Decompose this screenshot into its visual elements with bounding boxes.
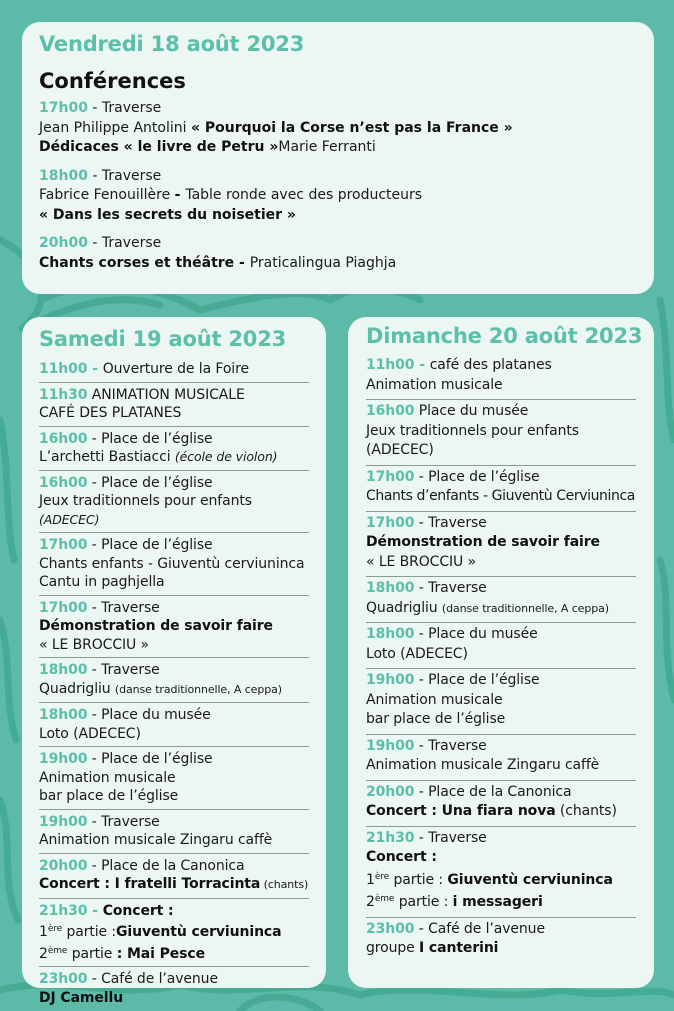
entry-detail: (ADECEC) — [366, 442, 434, 458]
entry-time: 21h30 — [366, 829, 415, 846]
schedule-entry — [39, 658, 309, 703]
schedule-entry — [366, 577, 636, 623]
schedule-entry — [366, 735, 636, 781]
entry-place: - Place de l’église — [414, 672, 540, 688]
entry-place: - Traverse — [87, 662, 160, 678]
entry-place: Place du musée — [414, 403, 529, 419]
performer: : Mai Pesce — [116, 945, 205, 962]
entry-place: café des platanes — [429, 357, 552, 373]
entry-time: 20h00 — [39, 235, 88, 251]
entry-note: (danse traditionnelle, A ceppa) — [114, 682, 282, 696]
dash: - — [87, 361, 103, 377]
entry-time: 17h00 — [366, 468, 415, 485]
entry-detail: bar place de l’église — [366, 711, 506, 727]
schedule-entry — [366, 466, 636, 512]
entry-time: 19h00 — [366, 737, 415, 754]
entry-time: 21h30 — [39, 902, 88, 919]
entry-place: - Place de l’église — [87, 474, 213, 491]
entry-detail: groupe — [366, 940, 420, 956]
entry-detail: « LE BROCCIU » — [366, 553, 477, 570]
schedule-entry — [39, 854, 309, 899]
entry-note: (danse traditionnelle, A ceppa) — [441, 601, 609, 615]
schedule-entry — [39, 533, 309, 596]
entry-time: 18h00 — [39, 707, 88, 723]
entry-time: 16h00 — [39, 430, 88, 447]
entry-detail: Chants enfants - Giuventù cerviuninca — [39, 555, 305, 572]
schedule-entry — [39, 703, 309, 747]
entry-time: 17h00 — [39, 599, 88, 616]
entry-place: - Place de la Canonica — [87, 857, 245, 874]
performer: Giuventù cerviuninca — [116, 924, 282, 940]
schedule-entry — [39, 471, 309, 534]
entry-time: 19h00 — [39, 813, 88, 830]
separator-dash: - — [174, 187, 186, 203]
saturday-title: Samedi 19 août 2023 — [39, 327, 287, 351]
event-title: Chants corses et théâtre - — [39, 254, 250, 271]
entry-detail: « LE BROCCIU » — [39, 636, 150, 653]
entry-time: 11h00 — [39, 361, 88, 377]
entry-place: - Traverse — [414, 514, 487, 531]
schedule-entry — [366, 781, 636, 827]
entry-title: Concert : I fratelli Torracinta — [39, 876, 261, 892]
schedule-entry — [39, 357, 309, 383]
entry-time: 20h00 — [39, 857, 88, 874]
part-ordinal: ème — [374, 894, 395, 904]
entry-detail: Cantu in paghjella — [39, 574, 165, 590]
part-number: 1 — [366, 871, 375, 888]
entry-place: - Café de l’avenue — [414, 920, 545, 937]
entry-detail: Animation musicale — [39, 769, 176, 786]
conference-entry — [39, 234, 637, 273]
part-ordinal: ème — [47, 945, 68, 956]
schedule-entry — [366, 354, 636, 400]
schedule-entry — [366, 827, 636, 918]
entry-detail: Animation musicale Zingaru caffè — [39, 832, 273, 848]
schedule-entry — [366, 669, 636, 735]
schedule-entry — [39, 899, 309, 968]
entry-text: Ouverture de la Foire — [102, 361, 249, 377]
entry-place: - Traverse — [414, 829, 487, 846]
entry-place: - Café de l’avenue — [87, 971, 218, 987]
schedule-entry — [366, 918, 636, 963]
entry-time: 20h00 — [366, 783, 415, 800]
entry-time: 18h00 — [366, 580, 415, 596]
entry-detail: Chants d’enfants - Giuventù Cerviuninca — [366, 488, 635, 504]
talk-description: Table ronde avec des producteurs — [185, 187, 423, 203]
entry-detail: L’archetti Bastiacci — [39, 449, 175, 465]
entry-place: - Place de l’église — [414, 468, 540, 485]
entry-time: 19h00 — [39, 751, 88, 767]
schedule-entry — [366, 400, 636, 466]
entry-title: Démonstration de savoir faire — [39, 618, 273, 634]
saturday-schedule — [39, 357, 309, 1010]
part-label: partie : — [389, 871, 448, 888]
entry-place: - Place de l’église — [87, 430, 213, 447]
part-label: partie : — [62, 924, 117, 940]
entry-place: - Place de l’église — [87, 537, 213, 553]
entry-time: 16h00 — [366, 403, 415, 419]
dash: - — [87, 902, 103, 919]
entry-detail: Jeux traditionnels pour enfants — [39, 493, 252, 509]
entry-title: Concert : — [366, 849, 437, 865]
performer: DJ Camellu — [39, 989, 124, 1006]
entry-detail: Loto (ADECEC) — [39, 725, 141, 742]
entry-detail: Quadrigliu — [39, 680, 115, 697]
schedule-entry — [39, 596, 309, 659]
entry-place: - Place du musée — [87, 707, 211, 723]
friday-card — [22, 22, 654, 294]
schedule-entry — [366, 512, 636, 578]
entry-time: 23h00 — [39, 971, 88, 987]
entry-detail: Animation musicale — [366, 376, 503, 393]
part-number: 1 — [39, 924, 48, 940]
entry-title: Démonstration de savoir faire — [366, 534, 600, 550]
sunday-card — [348, 317, 654, 988]
entry-place: - Traverse — [414, 580, 487, 596]
entry-detail: Animation musicale Zingaru caffè — [366, 757, 600, 773]
entry-time: 18h00 — [366, 626, 415, 642]
entry-time: 11h30 — [39, 386, 88, 403]
conferences-heading: Conférences — [39, 69, 186, 93]
entry-detail: bar place de l’église — [39, 788, 179, 804]
entry-detail: CAFÉ DES PLATANES — [39, 405, 182, 421]
entry-time: 17h00 — [39, 537, 88, 553]
entry-place: - Place de la Canonica — [414, 783, 572, 800]
talk-title: « Pourquoi la Corse n’est pas la France » — [190, 119, 513, 136]
entry-detail: Jeux traditionnels pour enfants — [366, 422, 579, 439]
entry-note: (école de violon) — [174, 449, 278, 464]
entry-time: 17h00 — [39, 100, 88, 116]
schedule-entry — [39, 747, 309, 810]
entry-place: - Traverse — [414, 737, 487, 754]
entry-time: 16h00 — [39, 474, 88, 491]
schedule-entry — [39, 967, 309, 1010]
performer: Praticalingua Piaghja — [249, 254, 397, 271]
entry-place: - Traverse — [87, 235, 162, 251]
entry-place: - Traverse — [87, 100, 162, 116]
entry-note: (chants) — [555, 803, 617, 819]
entry-place: - Traverse — [87, 599, 160, 616]
friday-title: Vendredi 18 août 2023 — [39, 32, 305, 56]
part-ordinal: ère — [47, 924, 63, 934]
sunday-schedule — [366, 354, 636, 963]
conference-entry — [39, 167, 637, 226]
entry-time: 23h00 — [366, 920, 415, 937]
talk-title: « Dans les secrets du noisetier » — [39, 206, 296, 223]
entry-place: - Traverse — [87, 167, 162, 184]
entry-time: 18h00 — [39, 167, 88, 184]
entry-place: - Place de l’église — [87, 751, 213, 767]
author: Marie Ferranti — [278, 139, 376, 155]
dedication: Dédicaces « le livre de Petru » — [39, 139, 279, 155]
performer: i messageri — [452, 894, 543, 910]
sunday-title: Dimanche 20 août 2023 — [366, 324, 643, 348]
entry-place: ANIMATION MUSICALE — [87, 386, 245, 403]
part-ordinal: ère — [374, 871, 390, 882]
part-number: 2 — [39, 945, 48, 962]
saturday-card — [22, 317, 326, 1006]
dash: - — [414, 357, 430, 373]
entry-time: 19h00 — [366, 672, 415, 688]
schedule-entry — [39, 810, 309, 854]
part-number: 2 — [366, 894, 375, 910]
entry-time: 11h00 — [366, 357, 415, 373]
entry-title: Concert : — [102, 902, 174, 919]
performer: I canterini — [419, 940, 499, 956]
entry-place: - Place du musée — [414, 626, 538, 642]
schedule-entry — [366, 623, 636, 669]
entry-note: (chants) — [260, 878, 309, 891]
entry-note: (ADECEC) — [39, 511, 100, 527]
entry-time: 18h00 — [39, 662, 88, 678]
schedule-entry — [39, 383, 309, 427]
speaker: Fabrice Fenouillère — [39, 187, 175, 203]
entry-detail: Quadrigliu — [366, 599, 442, 616]
entry-detail: Animation musicale — [366, 691, 503, 708]
performer: Giuventù cerviuninca — [447, 871, 613, 888]
entry-detail: Loto (ADECEC) — [366, 645, 468, 662]
conference-entry — [39, 99, 637, 158]
entry-title: Concert : Una fiara nova — [366, 803, 556, 819]
part-label: partie — [67, 945, 117, 962]
part-label: partie : — [394, 894, 453, 910]
entry-time: 17h00 — [366, 514, 415, 531]
speaker: Jean Philippe Antolini — [39, 119, 191, 136]
schedule-entry — [39, 427, 309, 471]
entry-place: - Traverse — [87, 813, 160, 830]
